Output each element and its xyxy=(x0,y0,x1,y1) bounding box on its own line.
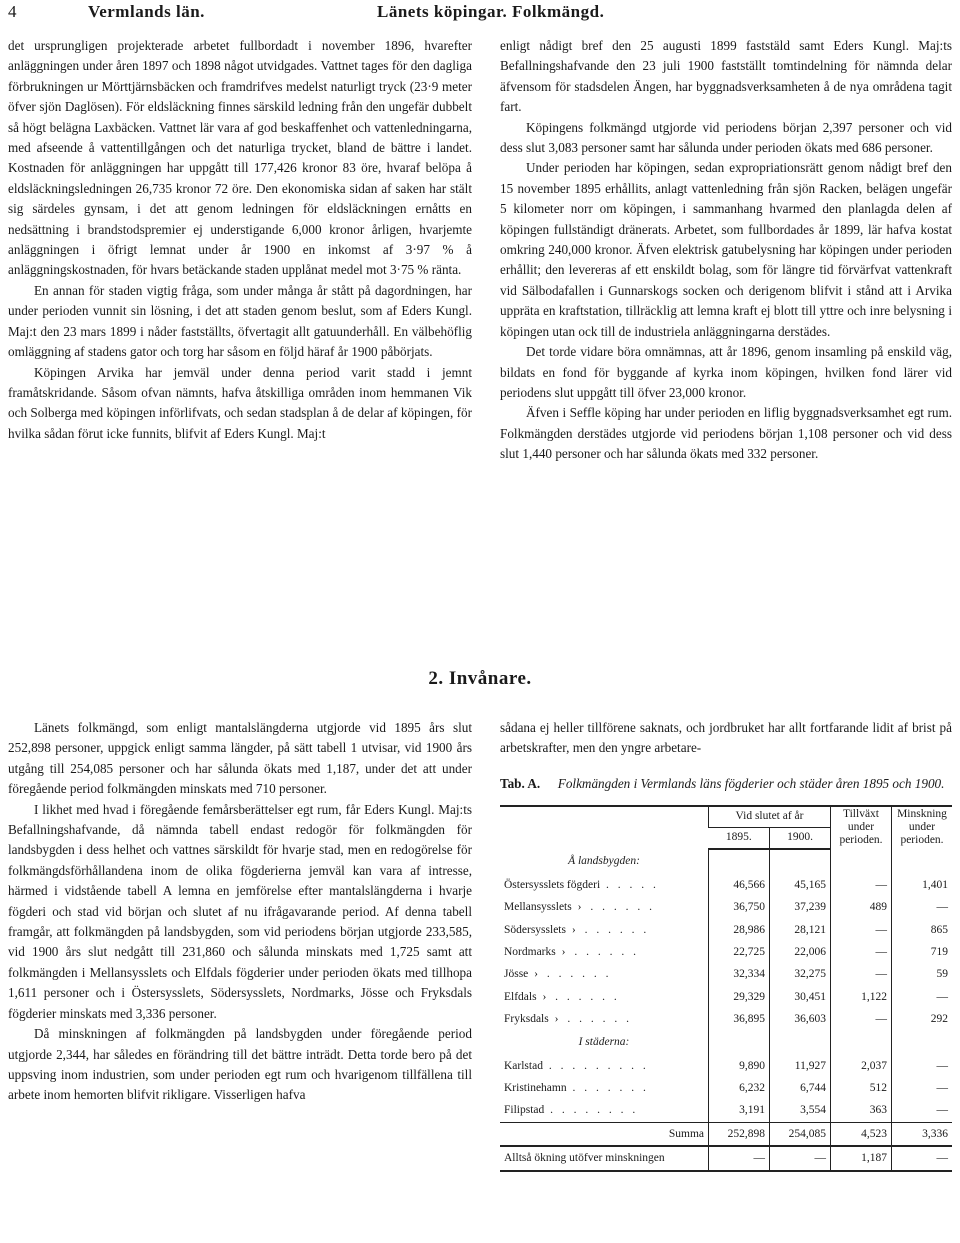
value-decline: — xyxy=(892,896,953,918)
value-1900: 254,085 xyxy=(770,1122,831,1146)
row-name-text: Mellansysslets xyxy=(504,901,572,914)
value-decline: — xyxy=(892,1055,953,1077)
value-1895: 29,329 xyxy=(709,986,770,1008)
page-header xyxy=(0,0,960,28)
section-label: I städerna: xyxy=(578,1036,630,1049)
population-table xyxy=(500,805,952,1172)
row-name-text: Filipstad xyxy=(504,1104,545,1117)
running-title-right: Länets köpingar. Folkmängd. xyxy=(377,2,605,21)
table-row xyxy=(500,1146,952,1170)
row-name-text: Alltså ökning utöfver minskningen xyxy=(504,1152,665,1165)
value-1895: 252,898 xyxy=(709,1122,770,1146)
value-growth: — xyxy=(831,941,892,963)
value-1895: — xyxy=(709,1146,770,1170)
empty-cell xyxy=(831,849,892,874)
top-left-column xyxy=(8,36,472,444)
value-1900: 32,275 xyxy=(770,963,831,985)
table-body xyxy=(500,849,952,1171)
row-name xyxy=(500,874,709,896)
empty-cell xyxy=(709,849,770,874)
row-name xyxy=(500,1008,709,1030)
row-name-text: Karlstad xyxy=(504,1059,543,1072)
empty-cell xyxy=(892,849,953,874)
col-header-1895: 1895. xyxy=(709,827,770,849)
empty-cell xyxy=(770,849,831,874)
table-row xyxy=(500,919,952,941)
paragraph: Länets folkmängd, som enligt mantalslängderna utgjorde vid 1895 års slut 252,898 personer, uppgick enligt samma längder, på sätt tabell 1 utvisar, vid 1900 års utgång till 254,085 personer och har sålunda ökats med 1,187, under det att under föregående period folkmängden minskats med 710 personer. xyxy=(8,720,472,797)
value-decline: — xyxy=(892,1099,953,1122)
row-name-text: Fryksdals xyxy=(504,1013,549,1026)
leader-dots: › . . . . . . xyxy=(528,968,612,981)
row-name xyxy=(500,1055,709,1077)
row-name xyxy=(500,1122,709,1146)
value-1895: 46,566 xyxy=(709,874,770,896)
value-growth: — xyxy=(831,1008,892,1030)
row-name xyxy=(500,896,709,918)
paragraph: det ursprungligen projekterade arbetet fullbordadt i november 1896, hvarefter anläggningen under åren 1897 och 1898 något utvidgades. Vattnet tages för den dagliga förbrukningen ur Mörttjärnsbäcken och framdrifves medelst naturligt tryck (23·9 meter öfver sjön Daglösen). För eldsläckning finnes särskild ledning från den ungefär dubbelt så högt belägna Laxbäcken. Vattnet lär vara af god beskaffenhet och vattenledningarna, med afseende å vattentillgången och det naturliga trycket, bland de bättre i landet. Kostnaden för anläggningen har uppgått till 177,426 kronor 83 öre, hvaraf belöpa å eldsläckningsledningen 26,735 kronor 72 öre. Den ekonomiska sidan af saken har stält sig särdeles gynsam, i det att genom ledningen för eldsläckningen ernåtts en nedsättning i brandstodspremier ej understigande 6,000 kronor årligen, hvarjemte anläggningen i öfrigt lemnat under år 1900 en inkomst af 3·97 % å anläggningskostnaden, för hvars betäckande staden upplånat medel mot 3·75 % ränta. xyxy=(8,38,472,278)
value-growth: — xyxy=(831,874,892,896)
table-row xyxy=(500,1099,952,1122)
row-name xyxy=(500,1146,709,1170)
leader-dots: . . . . . . . . . xyxy=(542,1059,649,1072)
leader-dots: . . . . . . . . xyxy=(544,1104,639,1117)
paragraph: Köpingens folkmängd utgjorde vid periodens början 2,397 personer och vid dess slut 3,083 personer samt har sålunda under perioden ökats med 686 personer. xyxy=(500,119,952,156)
section-label: Å landsbygden: xyxy=(568,855,640,868)
value-1895: 36,895 xyxy=(709,1008,770,1030)
value-1900: 22,006 xyxy=(770,941,831,963)
value-1900: 30,451 xyxy=(770,986,831,1008)
value-growth: 2,037 xyxy=(831,1055,892,1077)
empty-cell xyxy=(709,1031,770,1055)
value-1900: 6,744 xyxy=(770,1077,831,1099)
empty-cell xyxy=(892,1031,953,1055)
value-growth: — xyxy=(831,919,892,941)
value-1895: 9,890 xyxy=(709,1055,770,1077)
row-header-cell xyxy=(500,806,709,849)
row-name xyxy=(500,986,709,1008)
value-1895: 36,750 xyxy=(709,896,770,918)
paragraph: Köpingen Arvika har jemväl under denna period varit stadd i jemnt framåtskridande. Såsom ofvan nämnts, hafva åtskilliga områden inom hemmanen Vik och Solberga med köpingen införlifvats, och sedan stadsplan å de delar af köpingen, för hvilka sådan förut icke funnits, blifvit af Eders Kungl. Maj:t xyxy=(8,364,472,441)
value-growth: 1,122 xyxy=(831,986,892,1008)
row-name-text: Östersysslets fögderi xyxy=(504,878,601,891)
paragraph: enligt nådigt bref den 25 augusti 1899 faststäld samt Eders Kungl. Maj:ts Befallningshafvande den 23 juli 1900 fastställt tomtindelning för nämnda delar äfvensom för stadsdelen Ängen, har byggnadsverksamheten å de nya områdena tagit fart. xyxy=(500,38,952,115)
value-1900: 45,165 xyxy=(770,874,831,896)
row-name xyxy=(500,919,709,941)
top-right-column xyxy=(500,36,952,465)
col-header-growth: Tillväxt under perioden. xyxy=(831,806,892,849)
leader-dots: . . . . . xyxy=(600,878,659,891)
value-decline: — xyxy=(892,986,953,1008)
row-name-text: Jösse xyxy=(504,968,529,981)
paragraph: I likhet med hvad i föregående femårsberättelser egt rum, får Eders Kungl. Maj:ts Befallningshafvande, då nämnda tabell endast redogör för folkmängden för landsbygden i dess helhet och vattnes särskildt för hvarje stad, men en redogörelse för folkmängdsförhållandena inom de olika fögderierna jemväl kan vara af intresse, härmed i vidstående tabell A lemna en jemförelse efter mantalslängderna i hvarje fögderi och stad vid början och slutet af nu ifrågavarande period. Af denna tabell framgår, att folkmängden på landsbygden, som vid periodens början utgjorde 233,585, vid 1900 års slut nedgått till 231,860 och sålunda minskats med 1,725 samt att folkmängden i Mellansysslets och Elfdals fögderier under perioden ökats med tillhopa 1,611 personer och i Östersysslets, Södersysslets, Nordmarks, Jösse och Fryksdals fögderier minskats med 3,336 personer. xyxy=(8,801,472,1021)
value-1900: 11,927 xyxy=(770,1055,831,1077)
value-decline: — xyxy=(892,1077,953,1099)
row-name-text: Elfdals xyxy=(504,990,537,1003)
table-row xyxy=(500,941,952,963)
row-name-text: Kristinehamn xyxy=(504,1082,567,1095)
col-header-group: Vid slutet af år xyxy=(709,806,831,828)
row-name xyxy=(500,941,709,963)
paragraph: Äfven i Seffle köping har under perioden en liflig byggnadsverksamhet egt rum. Folkmängden derstädes utgjorde vid periodens början 1,108 personer och vid dess slut 1,440 personer och har sålunda ökats med 332 personer. xyxy=(500,405,952,462)
value-1900: 3,554 xyxy=(770,1099,831,1122)
value-1900: 28,121 xyxy=(770,919,831,941)
leader-dots: › . . . . . . xyxy=(571,901,655,914)
paragraph: sådana ej heller tillförene saknats, och jordbruket har allt fortfarande lidit af brist på arbetskrafter, men den yngre arbetare- xyxy=(500,720,952,756)
table-row xyxy=(500,1008,952,1030)
leader-dots: › . . . . . . xyxy=(565,923,650,936)
value-decline: 292 xyxy=(892,1008,953,1030)
row-name-text: Summa xyxy=(668,1127,704,1140)
paragraph: Under perioden har köpingen, sedan expropriationsrätt genom nådigt bref den 15 november 1895 erhållits, anlagt vattenledning från sjön Racken, belägen ungefär 5 kilometer norr om köpingen, i sammanhang hvarmed den planlagda delen af köpingen fullständigt dränerats. Arbetet, som fullbordades år 1899, lär hafva kostat omkring 240,000 kronor. Äfven elektrisk gatubelysning har köpingen under perioden erhållit; den levereras af ett enskildt bolag, som för längre tid förvärfvat vattenkraft vid Sälbodafallen i Gunnarskogs socken och derigenom blifvit i stånd att i Arvika uppräta en kraftstation, tillräcklig att lemna kraft ej blott till yttre och inre belysning i köpingen utan ock till de industriela anläggningarna derstädes. xyxy=(500,160,952,339)
value-decline: 59 xyxy=(892,963,953,985)
value-decline: 1,401 xyxy=(892,874,953,896)
table-row xyxy=(500,1122,952,1146)
leader-dots: . . . . . . . xyxy=(566,1082,649,1095)
table-row xyxy=(500,874,952,896)
leader-dots: › . . . . . . xyxy=(555,946,639,959)
table-section-row xyxy=(500,849,952,874)
value-1895: 3,191 xyxy=(709,1099,770,1122)
value-growth: 1,187 xyxy=(831,1146,892,1170)
value-growth: 489 xyxy=(831,896,892,918)
table-label: Tab. A. xyxy=(500,775,541,791)
value-growth: 512 xyxy=(831,1077,892,1099)
value-decline: — xyxy=(892,1146,953,1170)
paragraph: En annan för staden vigtig fråga, som under många år stått på dagordningen, har under perioden vunnit sin lösning, i det att staden genom beslut, som af Eders Kungl. Maj:t den 23 mars 1899 i nåder fastställts, öfvertagit allt gatuunderhåll. En välbehöflig omläggning af stadens gator och torg har såsom en följd häraf år 1900 påbörjats. xyxy=(8,282,472,360)
section-title: 2. Invånare. xyxy=(428,668,532,689)
page-number: 4 xyxy=(8,2,17,21)
table-row xyxy=(500,986,952,1008)
row-name-text: Södersysslets xyxy=(504,923,566,936)
leader-dots: › . . . . . . xyxy=(548,1013,632,1026)
empty-cell xyxy=(770,1031,831,1055)
bottom-left-column xyxy=(8,718,472,1106)
value-1900: 37,239 xyxy=(770,896,831,918)
bottom-right-column xyxy=(500,718,952,1172)
table-title: Folkmängden i Vermlands läns fögderier och städer åren 1895 och 1900. xyxy=(557,775,945,791)
value-decline: 3,336 xyxy=(892,1122,953,1146)
empty-cell xyxy=(831,1031,892,1055)
table-row xyxy=(500,1055,952,1077)
table-section-row xyxy=(500,1031,952,1055)
table-row xyxy=(500,1077,952,1099)
value-1895: 28,986 xyxy=(709,919,770,941)
value-1900: 36,603 xyxy=(770,1008,831,1030)
leader-dots: › . . . . . . xyxy=(536,990,620,1003)
col-header-1900: 1900. xyxy=(770,827,831,849)
value-growth: 4,523 xyxy=(831,1122,892,1146)
value-decline: 865 xyxy=(892,919,953,941)
row-name xyxy=(500,1077,709,1099)
row-name-text: Nordmarks xyxy=(504,946,556,959)
row-name xyxy=(500,1099,709,1122)
col-header-decline: Minskning under perioden. xyxy=(892,806,953,849)
value-1895: 22,725 xyxy=(709,941,770,963)
paragraph: Då minskningen af folkmängden på landsbygden under föregående period utgjorde 2,344, har således en förändring till det bättre inträdt. Detta torde bero på det uppsving inom industrien, som under perioden egt rum och hvarigenom tillfällena till arbete inom hemorten blifvit rikligare. Visserligen hafva xyxy=(8,1026,472,1103)
value-decline: 719 xyxy=(892,941,953,963)
value-1895: 32,334 xyxy=(709,963,770,985)
paragraph: Det torde vidare böra omnämnas, att år 1896, genom insamling på enskild väg, bildats en fond för byggande af kyrka inom köpingen, hvilken fond lärer vid periodens slut uppgått till öfver 23,000 kronor. xyxy=(500,344,952,400)
row-name xyxy=(500,963,709,985)
table-row xyxy=(500,896,952,918)
value-1895: 6,232 xyxy=(709,1077,770,1099)
table-row xyxy=(500,963,952,985)
value-1900: — xyxy=(770,1146,831,1170)
value-growth: 363 xyxy=(831,1099,892,1122)
value-growth: — xyxy=(831,963,892,985)
table-caption xyxy=(500,775,952,793)
running-title-left: Vermlands län. xyxy=(88,2,205,21)
